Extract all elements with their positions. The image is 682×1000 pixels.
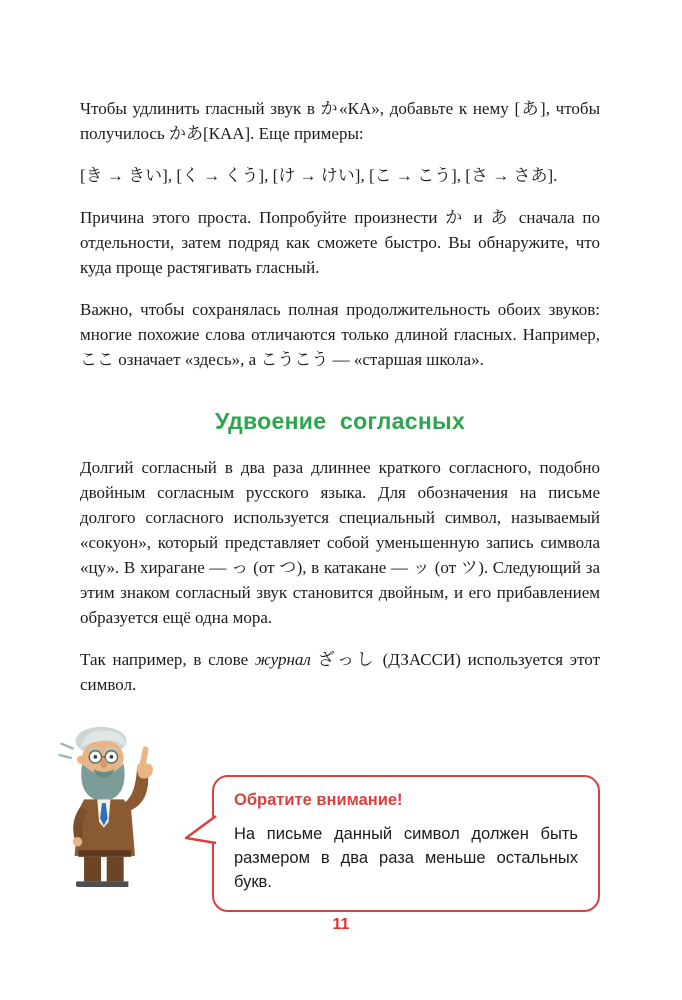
paragraph-example-word	[80, 647, 600, 697]
example-word-suffix: ざっし (ДЗАССИ) используется этот символ.	[80, 650, 600, 694]
teacher-mascot-illustration	[52, 715, 184, 895]
page-number: 11	[332, 916, 350, 933]
note-body: На письме данный символ должен быть размером в два раза меньше остальных букв.	[234, 825, 578, 891]
mascot-note-row	[80, 715, 600, 912]
paragraph-long-vowel-intro: Чтобы удлинить гласный звук в か«КА», добавьте к нему [あ], чтобы получилось かあ[КАА]. Еще примеры:	[80, 99, 600, 143]
paragraph-sokuon-explanation: Долгий согласный в два раза длиннее краткого согласного, подобно двойным согласным русского языка. Для обозначения на письме долгого согласного используется специальный символ, называемый «сокуон», который представляет собой уменьшенную запись символа «цу». В хирагане — っ (от つ), в катакане — ッ (от ツ). Следующий за этим знаком согласный звук становится двойным, и его прибавлением образуется ещё одна мора.	[80, 458, 600, 627]
section-heading-double-consonants: Удвоение согласных	[214, 408, 466, 434]
example-word-italic: журнал	[254, 650, 311, 669]
note-title: Обратите внимание!	[234, 791, 403, 809]
attention-note-bubble	[212, 775, 600, 912]
paragraph-kana-examples: [き → きい], [く → くう], [け → けい], [こ → こう], [さ → さあ].	[80, 166, 558, 185]
example-word-prefix: Так например, в слове	[80, 650, 255, 669]
speech-bubble-tail-icon	[183, 813, 217, 849]
paragraph-reason: Причина этого проста. Попробуйте произнести か и あ сначала по отдельности, затем подряд как сможете быстро. Вы обнаружите, что куда проще растягивать гласный.	[80, 208, 600, 277]
paragraph-vowel-length-importance: Важно, чтобы сохранялась полная продолжительность обоих звуков: многие похожие слова отличаются только длиной гласных. Например, ここ означает «здесь», а こうこう — «старшая школа».	[80, 300, 600, 369]
